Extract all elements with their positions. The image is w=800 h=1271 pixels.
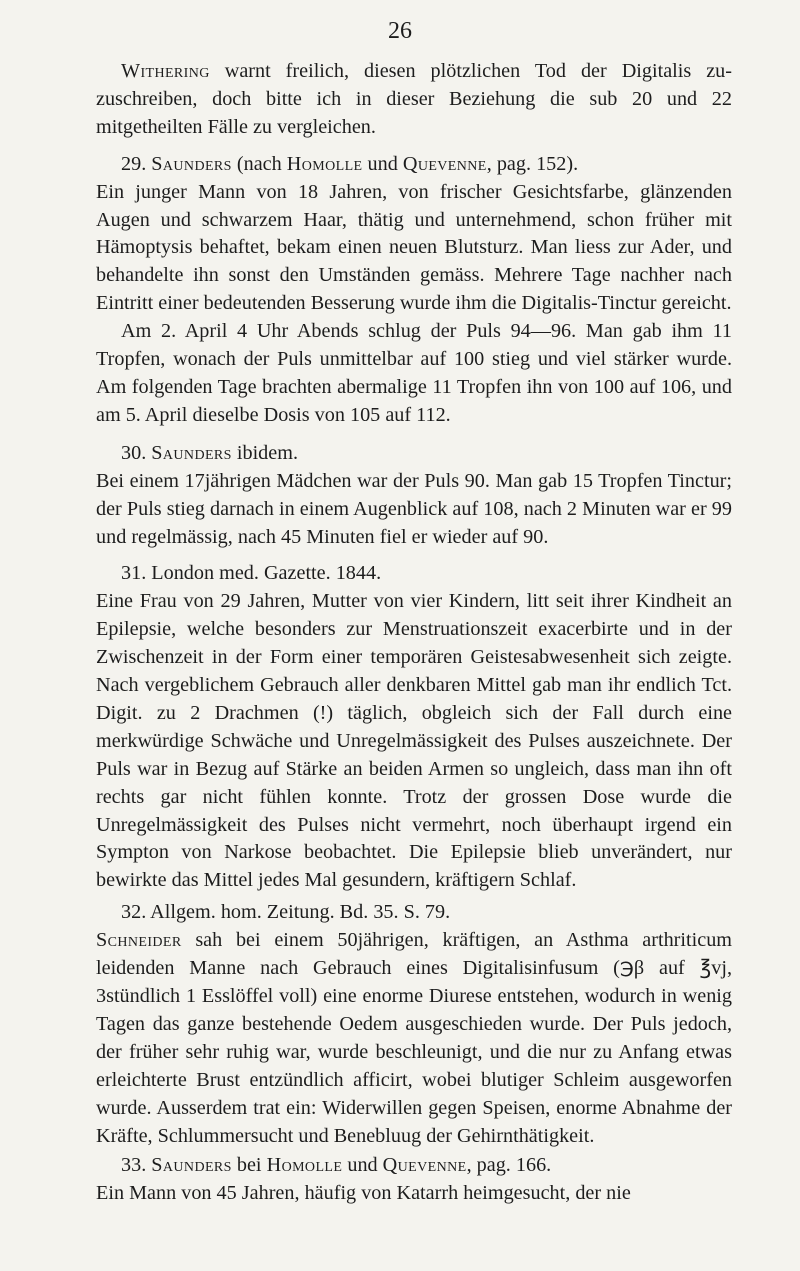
- reference-text: und: [362, 152, 403, 175]
- body-text: [96, 58, 732, 1208]
- case-29-heading: [96, 151, 732, 179]
- intro-text: warnt freilich, diesen plötzlichen Tod der Digitalis zuzuschreiben, doch bitte ich in dieser Beziehung die sub 20 und 22 mitgetheilten Fälle zu vergleichen.: [96, 60, 732, 138]
- case-33-paragraph-1: Ein Mann von 45 Jahren, häufig von Katarrh heimgesucht, der nie: [96, 1182, 631, 1205]
- case-31-paragraph-1: Eine Frau von 29 Jahren, Mutter von vier Kindern, litt seit ihrer Kindheit an Epilepsie, welche besonders zur Menstruationszeit exacerbirte und in der Zwischenzeit in der Form einer temporären Geistesabwesenheit sich zeigte. Nach vergeblichem Gebrauch aller denkbaren Mittel gab man ihr endlich Tct. Digit. zu 2 Drachmen (!) täglich, obgleich sich der Fall durch eine merkwürdige Schwäche und Unregelmässigkeit des Pulses auszeichnete. Der Puls war in Bezug auf Stärke an beiden Armen so ungleich, dass man ihn oft rechts gar nicht fühlen konnte. Trotz der grossen Dose wurde die Unregelmässigkeit des Pulses nicht vermehrt, noch überhaupt irgend ein Sympton von Narkose beobachtet. Die Epilepsie blieb unverändert, nur bewirkte das Mittel jedes Mal gesundern, kräftigern Schlaf.: [96, 590, 732, 892]
- author-name: Homolle: [266, 1154, 343, 1177]
- case-29-paragraph-2: Am 2. April 4 Uhr Abends schlug der Puls 94—96. Man gab ihm 11 Tropfen, wonach der Puls unmittelbar auf 100 stieg und viel stärker wurde. Am folgenden Tage brachten abermalige 11 Tropfen ihn von 100 auf 106, und am 5. April dieselbe Dosis von 105 auf 112.: [96, 320, 732, 426]
- case-32-text: sah bei einem 50jährigen, kräftigen, an Asthma arthriticum leidenden Manne nach Gebrauch eines Digitalisinfusum (℈β auf ℥vj, 3stündlich 1 Esslöffel voll) eine enorme Diurese entstehen, wodurch in wenig Tagen das ganze bestehende Oedem ausgeschieden wurde. Der Puls jedoch, der früher sehr ruhig war, wurde beschleunigt, und die nur zu Anfang etwas erleichterte Brust entzündlich afficirt, wobei blutiger Schleim ausgeworfen wurde. Ausserdem trat ein: Widerwillen gegen Speisen, enorme Abnahme der Kräfte, Schlummersucht und Benebluug der Gehirnthätigkeit.: [96, 929, 732, 1147]
- reference-text: , pag. 166.: [466, 1154, 552, 1177]
- case-30-paragraph-1: Bei einem 17jährigen Mädchen war der Puls 90. Man gab 15 Tropfen Tinctur; der Puls stieg darnach in einem Augenblick auf 108, nach 2 Minuten war er 99 und regelmässig, nach 45 Minuten fiel er wieder auf 90.: [96, 469, 732, 548]
- reference-text: bei: [231, 1154, 267, 1177]
- case-number: 30.: [121, 441, 147, 464]
- intro-paragraph: [96, 58, 732, 142]
- case-33-heading: [96, 1152, 732, 1180]
- reference-text: und: [342, 1154, 383, 1177]
- author-name: Saunders: [151, 441, 232, 464]
- page-number: 26: [388, 18, 412, 44]
- author-name: Withering: [121, 60, 210, 82]
- author-name: Quevenne: [402, 152, 487, 175]
- case-29-paragraph-1: Ein junger Mann von 18 Jahren, von frischer Gesichtsfarbe, glänzenden Augen und schwarzem Haar, thätig und unternehmend, schon früher mit Hämoptysis behaftet, bekam einen neuen Blutsturz. Man liess zur Ader, und behandelte ihn sonst den Umständen gemäss. Mehrere Tage nachher nach Eintritt einer bedeutenden Besserung wurde ihm die Digitalis-Tinctur gereicht.: [96, 180, 732, 315]
- case-31-heading: 31. London med. Gazette. 1844.: [121, 562, 382, 585]
- author-name: Schneider: [96, 929, 182, 952]
- reference-text: , pag. 152).: [486, 152, 579, 175]
- reference-text: ibidem.: [231, 441, 298, 464]
- case-32-paragraph-1: [96, 927, 732, 1150]
- case-number: 33.: [121, 1154, 147, 1177]
- author-name: Saunders: [151, 152, 232, 175]
- author-name: Saunders: [151, 1154, 232, 1177]
- reference-text: (nach: [231, 152, 287, 175]
- author-name: Homolle: [286, 152, 363, 175]
- author-name: Quevenne: [382, 1154, 467, 1177]
- case-number: 29.: [121, 152, 147, 175]
- case-30-heading: [96, 440, 732, 468]
- case-32-heading: 32. Allgem. hom. Zeitung. Bd. 35. S. 79.: [121, 901, 451, 924]
